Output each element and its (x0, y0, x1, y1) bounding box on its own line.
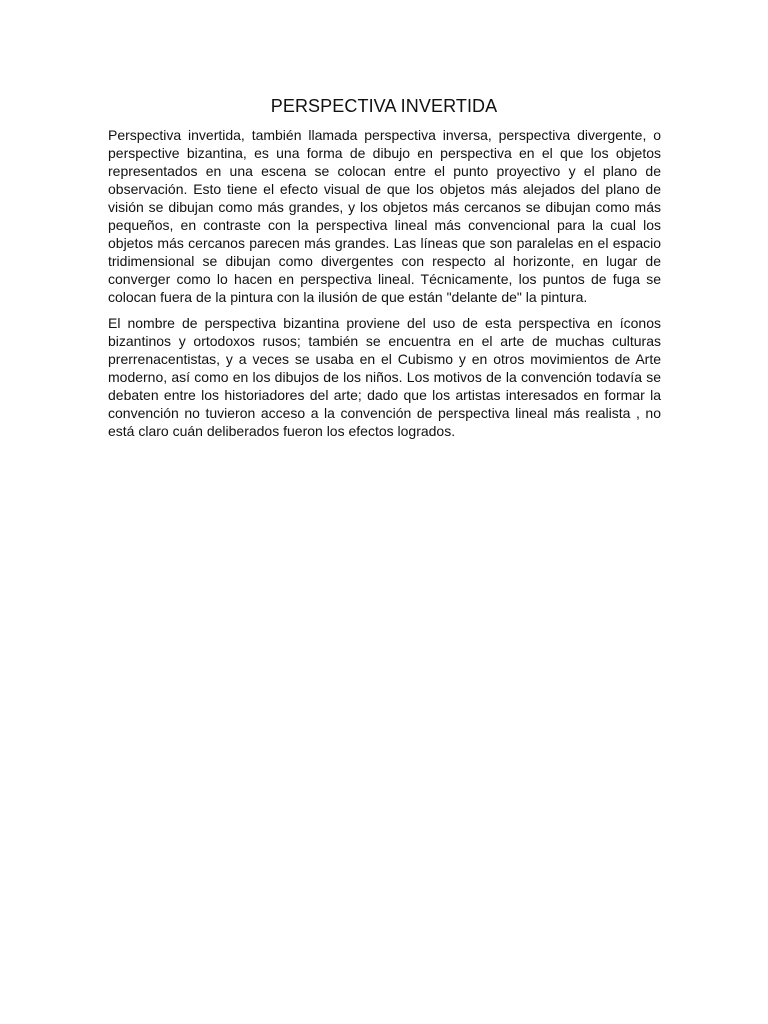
document-body (108, 126, 661, 448)
paragraph-2: El nombre de perspectiva bizantina proviene del uso de esta perspectiva en íconos bizantinos y ortodoxos rusos; también se encuentra en el arte de muchas culturas prerrenacentistas, y a veces se usaba en el Cubismo y en otros movimientos de Arte moderno, así como en los dibujos de los niños. Los motivos de la convención todavía se debaten entre los historiadores del arte; dado que los artistas interesados en formar la convención no tuvieron acceso a la convención de perspectiva lineal más realista , no está claro cuán deliberados fueron los efectos logrados. (108, 315, 661, 439)
paragraph-1: Perspectiva invertida, también llamada perspectiva inversa, perspectiva divergente, o perspective bizantina, es una forma de dibujo en perspectiva en el que los objetos representados en una escena se colocan entre el punto proyectivo y el plano de observación. Esto tiene el efecto visual de que los objetos más alejados del plano de visión se dibujan como más grandes, y los objetos más cercanos se dibujan como más pequeños, en contraste con la perspectiva lineal más convencional para la cual los objetos más cercanos parecen más grandes. Las líneas que son paralelas en el espacio tridimensional se dibujan como divergentes con respecto al horizonte, en lugar de converger como lo hacen en perspectiva lineal. Técnicamente, los puntos de fuga se colocan fuera de la pintura con la ilusión de que están "delante de" la pintura. (108, 127, 661, 305)
document-title: PERSPECTIVA INVERTIDA (270, 96, 498, 116)
